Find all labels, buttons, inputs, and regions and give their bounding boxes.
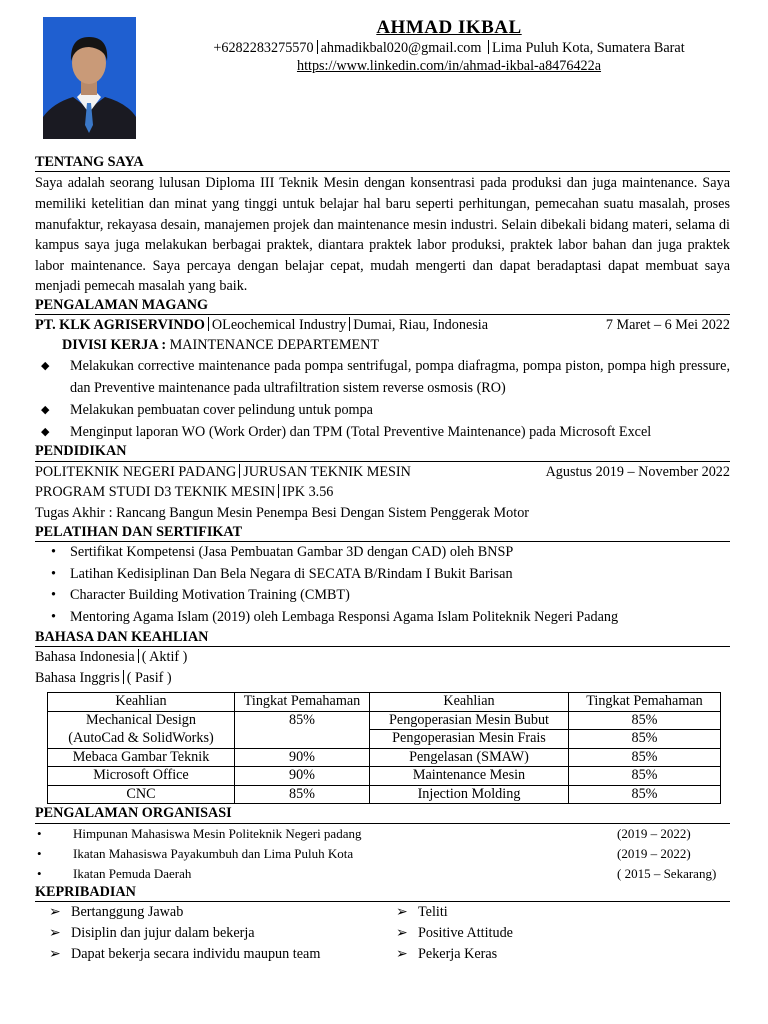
contact-line <box>140 39 758 57</box>
diamond-bullet-icon: ◆ <box>41 404 50 417</box>
bullet-icon: • <box>37 865 42 881</box>
table-row <box>48 748 721 767</box>
personality-list <box>35 902 730 965</box>
table-cell: 85% <box>569 785 721 804</box>
thesis-line: Tugas Akhir : Rancang Bangun Mesin Penempa Besi Dengan Sistem Penggerak Motor <box>35 504 530 521</box>
arrow-bullet-icon: ➢ <box>49 904 61 921</box>
table-cell: CNC <box>48 785 235 804</box>
column-header: Keahlian <box>48 693 235 712</box>
list-item: ➢ Teliti <box>382 902 729 923</box>
arrow-bullet-icon: ➢ <box>49 946 61 963</box>
table-cell: 85% <box>569 711 721 730</box>
arrow-bullet-icon: ➢ <box>396 946 408 963</box>
list-item: • Character Building Motivation Training (CMBT) <box>35 585 730 607</box>
table-cell: Pengoperasian Mesin Bubut <box>370 711 569 730</box>
about-text: Saya adalah seorang lulusan Diploma III Teknik Mesin dengan konsentrasi pada produksi dan juga maintenance. Saya memiliki ketelitian dan minat yang tinggi untuk belajar hal baru seperti perhitungan, pemecahan suatu masalah, proses manufaktur, rekayasa desain, manajemen projek dan maintenance mesin industri. Selain dibekali bidang materi, selama di kampus saya juga melakukan berbagai praktek, diantara praktek labor produksi, praktek labor bahan dan juga praktek labor maintenance. Saya percaya dengan belajar cepat, mudah mengerti dan dapat beradaptasi dapat membuat saya menjadi pemecah masalah yang baik. <box>35 175 730 295</box>
division-line <box>35 335 730 355</box>
table-row <box>48 711 721 730</box>
table-cell: 85% <box>569 767 721 786</box>
list-item: ◆ Menginput laporan WO (Work Order) dan TPM (Total Preventive Maintenance) pada Microsoft Excel <box>35 421 730 443</box>
separator <box>239 464 240 478</box>
company-name: PT. KLK AGRISERVINDO <box>35 317 205 334</box>
location: Lima Puluh Kota, Sumatera Barat <box>491 39 685 56</box>
list-item: ➢ Dapat bekerja secara individu maupun team <box>35 944 382 965</box>
separator <box>138 649 139 663</box>
program-line <box>35 482 730 503</box>
bullet-icon: • <box>51 587 56 604</box>
training-list <box>35 542 730 629</box>
list-item: ◆ Melakukan pembuatan cover pelindung untuk pompa <box>35 399 730 421</box>
bullet-icon: • <box>51 565 56 582</box>
table-cell: Microsoft Office <box>48 767 235 786</box>
internship-header <box>35 315 730 335</box>
section-title-organization: PENGALAMAN ORGANISASI <box>35 805 730 823</box>
diamond-bullet-icon: ◆ <box>41 426 50 439</box>
bullet-icon: • <box>37 845 42 861</box>
column-header: Tingkat Pemahaman <box>235 693 370 712</box>
table-cell: Maintenance Mesin <box>370 767 569 786</box>
separator <box>349 317 350 331</box>
skills-table <box>47 692 721 804</box>
table-row <box>48 730 721 749</box>
list-item: • Sertifikat Kompetensi (Jasa Pembuatan Gambar 3D dengan CAD) oleh BNSP <box>35 542 730 564</box>
personality-column-left <box>35 902 382 965</box>
language-item: Bahasa Indonesia ( Aktif ) <box>35 649 188 666</box>
division-label: DIVISI KERJA : <box>62 337 167 354</box>
school-name: POLITEKNIK NEGERI PADANG <box>35 463 237 480</box>
table-cell: (AutoCad & SolidWorks) <box>48 730 235 749</box>
section-title-training: PELATIHAN DAN SERTIFIKAT <box>35 524 730 542</box>
division-name: MAINTENANCE DEPARTEMENT <box>169 337 380 354</box>
separator <box>278 484 279 498</box>
program-name: PROGRAM STUDI D3 TEKNIK MESIN <box>35 483 276 500</box>
table-row <box>48 767 721 786</box>
company-place: Dumai, Riau, Indonesia <box>353 317 489 334</box>
language-item: Bahasa Inggris ( Pasif ) <box>35 670 172 687</box>
separator <box>123 670 124 684</box>
list-item: ➢ Pekerja Keras <box>382 944 729 965</box>
list-item: • Ikatan Pemuda Daerah ( 2015 – Sekarang) <box>35 864 730 884</box>
table-cell: 85% <box>235 711 370 730</box>
separator <box>317 40 318 54</box>
list-item: • Ikatan Mahasiswa Payakumbuh dan Lima Puluh Kota (2019 – 2022) <box>35 844 730 864</box>
table-cell: 90% <box>235 748 370 767</box>
organization-list <box>35 824 730 884</box>
table-cell: Injection Molding <box>370 785 569 804</box>
profile-photo <box>43 17 136 139</box>
table-cell: Pengoperasian Mesin Frais <box>370 730 569 749</box>
list-item: ➢ Disiplin dan jujur dalam bekerja <box>35 923 382 944</box>
education-header <box>35 462 730 482</box>
diamond-bullet-icon: ◆ <box>41 360 50 373</box>
bullet-icon: • <box>51 543 56 560</box>
bullet-icon: • <box>37 825 42 841</box>
table-cell: Mebaca Gambar Teknik <box>48 748 235 767</box>
table-cell: 90% <box>235 767 370 786</box>
arrow-bullet-icon: ➢ <box>396 925 408 942</box>
arrow-bullet-icon: ➢ <box>396 904 408 921</box>
ipk-value: IPK 3.56 <box>282 483 334 500</box>
section-title-languages: BAHASA DAN KEAHLIAN <box>35 629 730 647</box>
header <box>140 17 758 76</box>
personality-column-right <box>382 902 729 965</box>
company-industry: OLeochemical Industry <box>211 317 347 334</box>
department-name: JURUSAN TEKNIK MESIN <box>243 463 411 480</box>
section-title-about: TENTANG SAYA <box>35 154 730 172</box>
table-cell <box>235 730 370 749</box>
column-header: Tingkat Pemahaman <box>569 693 721 712</box>
education-date: Agustus 2019 – November 2022 <box>545 463 730 480</box>
internship-tasks <box>35 355 730 443</box>
internship-date: 7 Maret – 6 Mei 2022 <box>605 317 730 334</box>
table-row <box>48 785 721 804</box>
list-item: • Mentoring Agama Islam (2019) oleh Lembaga Responsi Agama Islam Politeknik Negeri Padang <box>35 607 730 629</box>
table-cell: Pengelasan (SMAW) <box>370 748 569 767</box>
email-address[interactable]: ahmadikbal020@gmail.com <box>320 39 482 56</box>
table-cell: Mechanical Design <box>48 711 235 730</box>
column-header: Keahlian <box>370 693 569 712</box>
section-title-personality: KEPRIBADIAN <box>35 884 730 902</box>
list-item: ➢ Bertanggung Jawab <box>35 902 382 923</box>
candidate-name: AHMAD IKBAL <box>376 17 522 38</box>
section-title-internship: PENGALAMAN MAGANG <box>35 297 730 315</box>
table-header-row <box>48 693 721 712</box>
table-cell: 85% <box>235 785 370 804</box>
linkedin-link[interactable]: https://www.linkedin.com/in/ahmad-ikbal-a8476422a <box>296 58 602 75</box>
arrow-bullet-icon: ➢ <box>49 925 61 942</box>
phone-number: +6282283275570 <box>213 39 314 56</box>
list-item: • Latihan Kedisiplinan Dan Bela Negara di SECATA B/Rindam I Bukit Barisan <box>35 564 730 586</box>
table-cell: 85% <box>569 748 721 767</box>
section-title-education: PENDIDIKAN <box>35 443 730 461</box>
list-item: ➢ Positive Attitude <box>382 923 729 944</box>
bullet-icon: • <box>51 609 56 626</box>
resume-content <box>35 154 730 965</box>
list-item: • Himpunan Mahasiswa Mesin Politeknik Negeri padang (2019 – 2022) <box>35 824 730 844</box>
separator <box>488 40 489 54</box>
separator <box>208 317 209 331</box>
list-item: ◆ Melakukan corrective maintenance pada pompa sentrifugal, pompa diafragma, pompa piston, pompa high pressure, dan Preventive maintenance pada ultrafiltration sistem reverse osmosis (RO) <box>35 355 730 399</box>
table-cell: 85% <box>569 730 721 749</box>
